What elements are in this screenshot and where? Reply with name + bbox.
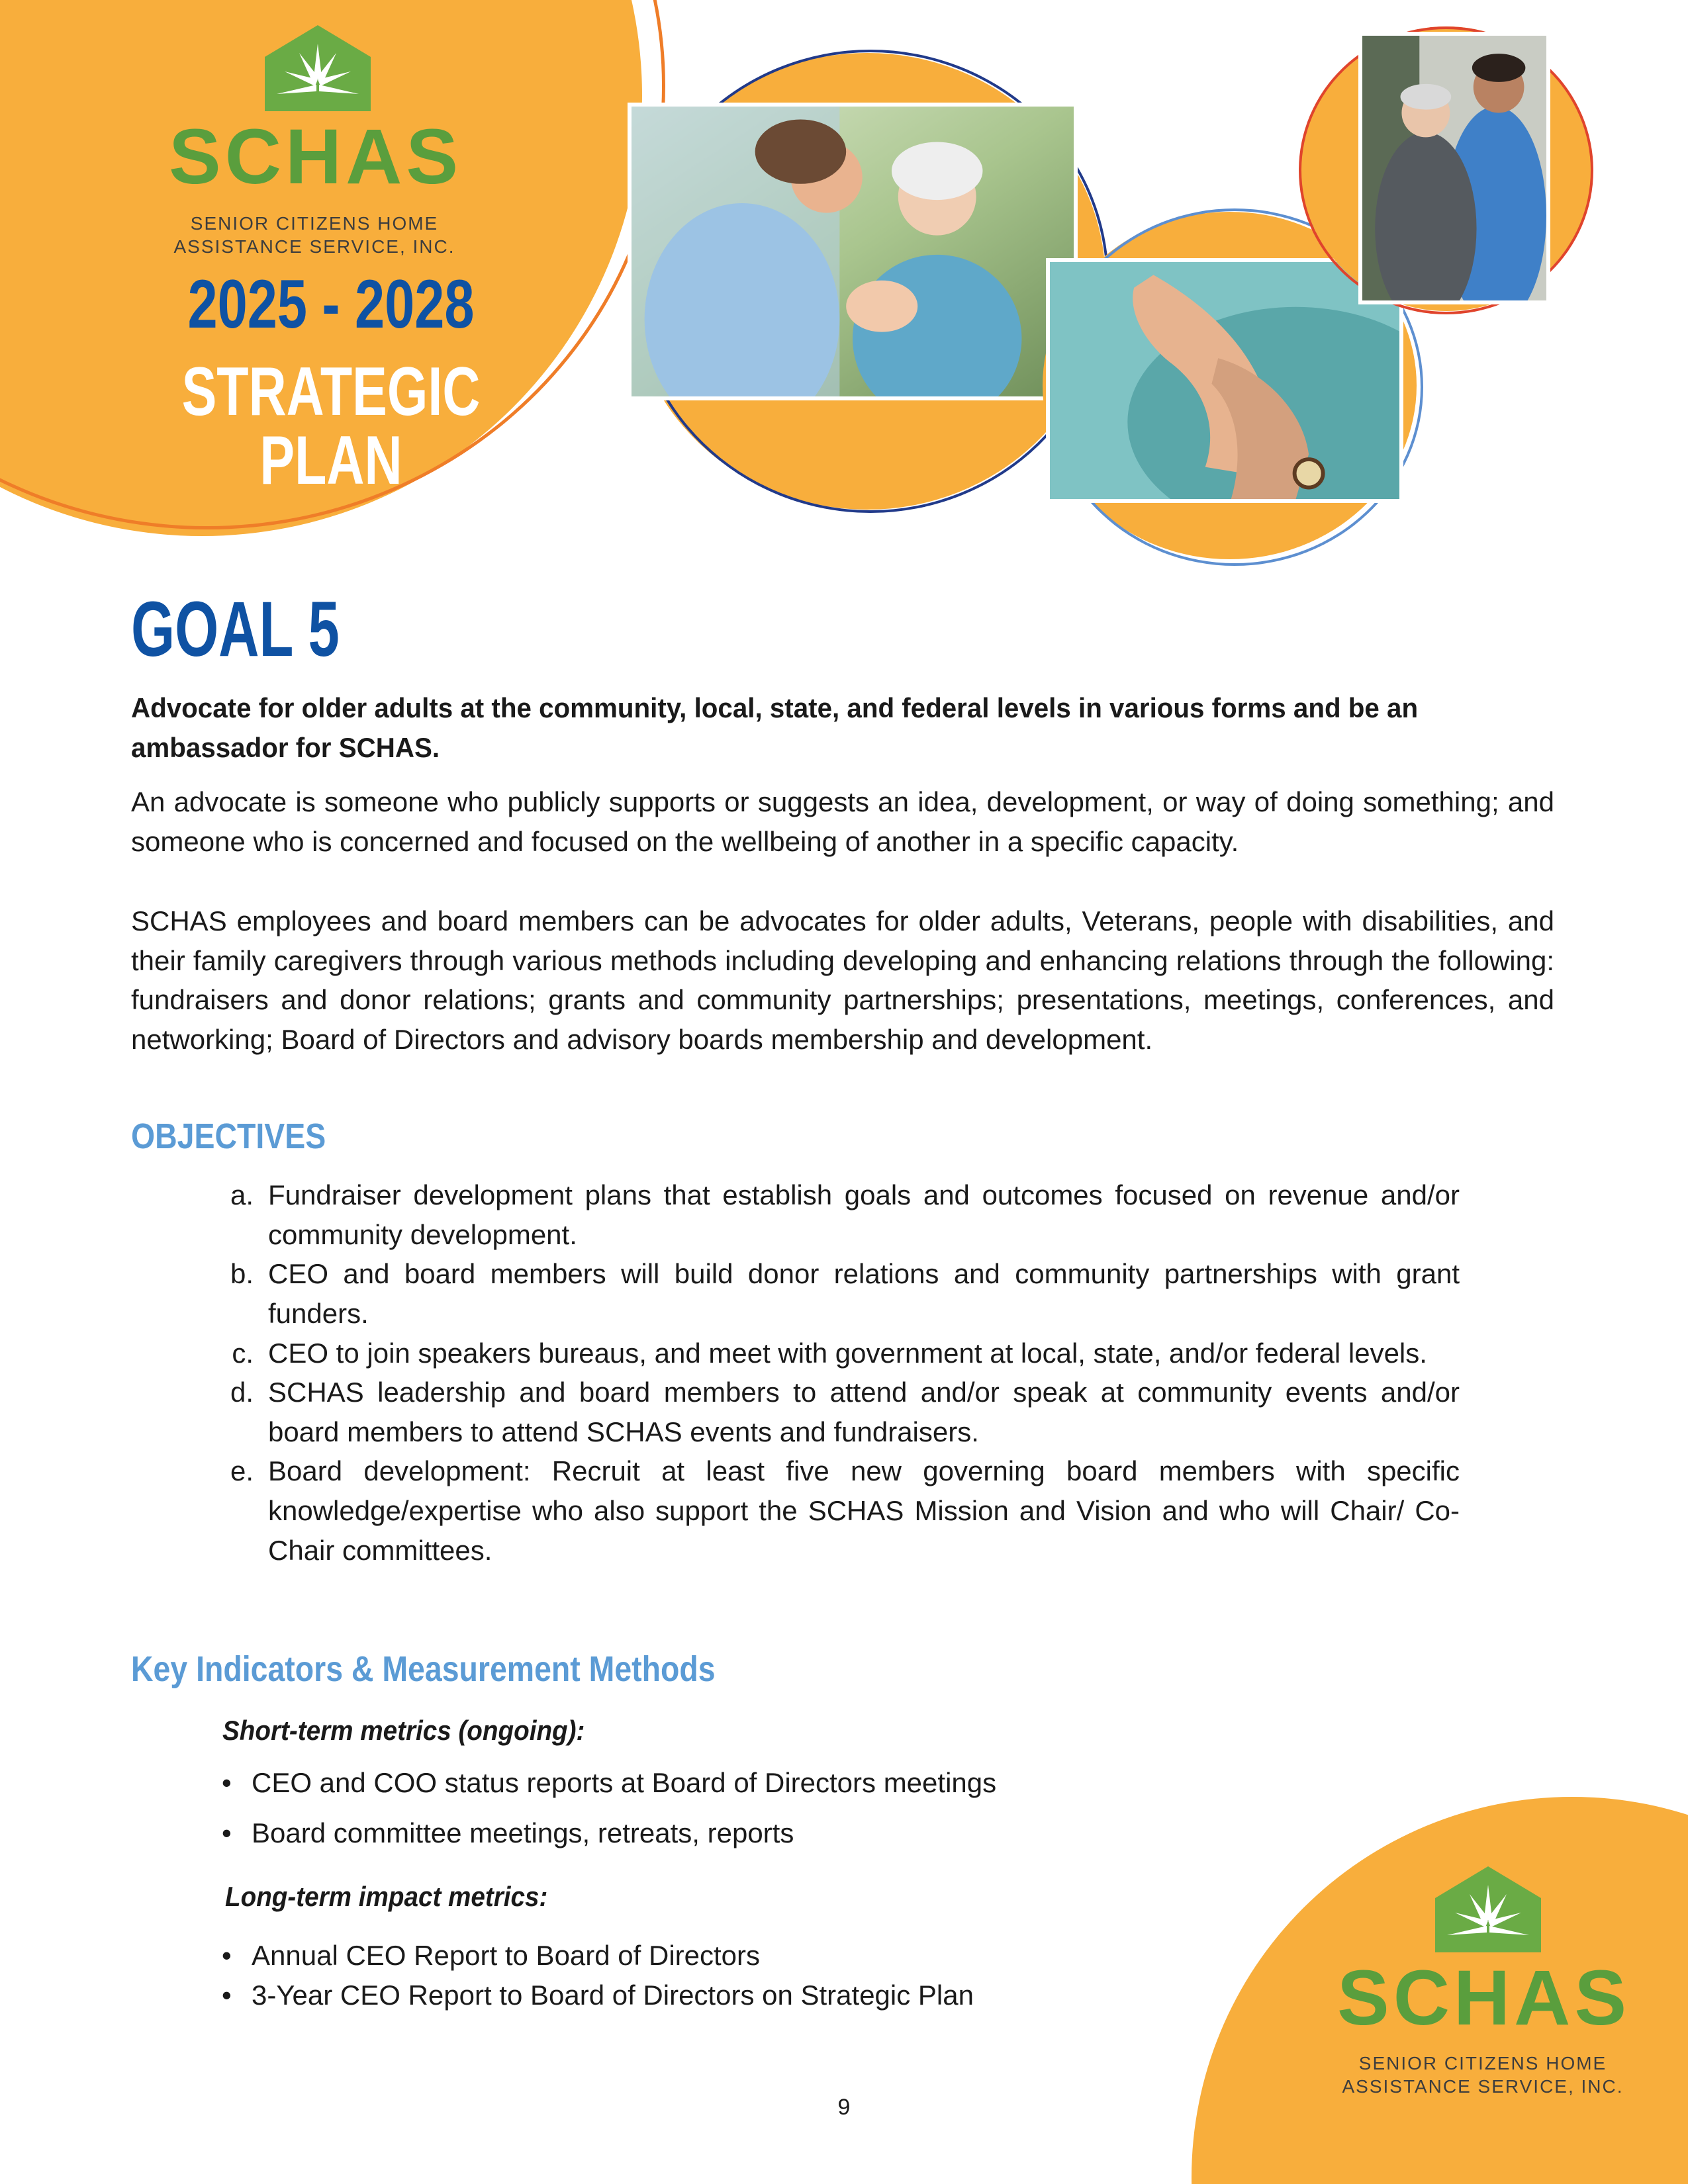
list-item <box>222 1813 996 1853</box>
metric-text: CEO and COO status reports at Board of Directors meetings <box>252 1767 997 1798</box>
objectives-list <box>222 1175 1460 1570</box>
long-term-metrics-heading: Long-term impact metrics: <box>225 1881 548 1912</box>
logo-subtitle-line-2: ASSISTANCE SERVICE, INC. <box>173 236 455 257</box>
objective-item <box>222 1254 1460 1333</box>
short-term-metrics-heading: Short-term metrics (ongoing): <box>222 1715 585 1746</box>
goal-title: GOAL 5 <box>131 586 340 673</box>
goal-statement: Advocate for older adults at the community, local, state, and federal levels in various forms and be an ambassador for SCHAS. <box>131 692 1419 763</box>
objective-letter: e. <box>230 1455 254 1487</box>
objective-item <box>222 1373 1460 1451</box>
house-sunburst-icon <box>265 25 371 111</box>
long-term-metrics-list <box>222 1936 974 2015</box>
hand-on-shoulder-photo <box>1046 258 1403 503</box>
objective-item <box>222 1175 1460 1254</box>
footer-logo-wordmark: SCHAS <box>1337 1954 1631 2042</box>
short-term-metrics-list <box>222 1763 996 1863</box>
bullet-icon: • <box>222 1940 232 1971</box>
objective-letter: a. <box>230 1179 254 1210</box>
footer-logo-subtitle <box>1337 2052 1628 2098</box>
house-sunburst-icon <box>1435 1866 1541 1952</box>
schas-logo <box>169 25 467 258</box>
bullet-icon: • <box>222 1817 232 1848</box>
list-item <box>222 1763 996 1803</box>
logo-wordmark: SCHAS <box>169 113 463 201</box>
objective-letter: b. <box>230 1258 254 1290</box>
plan-years: 2025 - 2028 <box>187 266 475 343</box>
logo-subtitle-line-1: SENIOR CITIZENS HOME <box>190 213 439 234</box>
objective-text: SCHAS leadership and board members to attend and/or speak at community events and/or board members to attend SCHAS events and fundraisers. <box>268 1377 1460 1447</box>
list-item <box>222 1936 974 1976</box>
nurse-with-elderly-woman-photo <box>628 103 1078 400</box>
objective-text: Fundraiser development plans that establish goals and outcomes focused on revenue and/or community development. <box>268 1179 1460 1250</box>
objective-letter: c. <box>232 1337 254 1369</box>
indicators-heading: Key Indicators & Measurement Methods <box>131 1649 716 1689</box>
metric-text: Board committee meetings, retreats, reports <box>252 1817 794 1848</box>
footer-logo-subtitle-line-2: ASSISTANCE SERVICE, INC. <box>1342 2076 1624 2097</box>
plan-title: STRATEGIC PLAN <box>181 353 481 499</box>
objective-item <box>222 1334 1460 1373</box>
metric-text: Annual CEO Report to Board of Directors <box>252 1940 761 1971</box>
footer-schas-logo <box>1337 1866 1642 2098</box>
objectives-heading: OBJECTIVES <box>131 1116 326 1156</box>
list-item <box>222 1976 974 2015</box>
advocacy-methods-paragraph: SCHAS employees and board members can be advocates for older adults, Veterans, people with disabilities, and their family caregivers through various methods including developing and enhancing relations through the following: fundraisers and donor relations; grants and community partnerships; presentations, meetings, conferences, and networking; Board of Directors and advisory boards membership and development. <box>131 905 1554 1055</box>
objective-item <box>222 1451 1460 1570</box>
bullet-icon: • <box>222 1767 232 1798</box>
page-number: 9 <box>837 2095 851 2120</box>
bullet-icon: • <box>222 1979 232 2011</box>
advocate-definition-paragraph: An advocate is someone who publicly supports or suggests an idea, development, or way of doing something; and someone who is concerned and focused on the wellbeing of another in a specific capacity. <box>131 786 1554 857</box>
objective-text: CEO and board members will build donor relations and community partnerships with grant funders. <box>268 1258 1460 1329</box>
metric-text: 3-Year CEO Report to Board of Directors on Strategic Plan <box>252 1979 974 2011</box>
objective-text: Board development: Recruit at least five new governing board members with specific knowledge/expertise who also support the SCHAS Mission and Vision and who will Chair/ Co-Chair committees. <box>268 1455 1460 1566</box>
logo-subtitle <box>169 212 460 258</box>
caregiver-with-elderly-man-photo <box>1358 32 1550 304</box>
footer-logo-subtitle-line-1: SENIOR CITIZENS HOME <box>1358 2053 1607 2073</box>
objective-text: CEO to join speakers bureaus, and meet with government at local, state, and/or federal levels. <box>268 1337 1427 1369</box>
objective-letter: d. <box>230 1377 254 1408</box>
